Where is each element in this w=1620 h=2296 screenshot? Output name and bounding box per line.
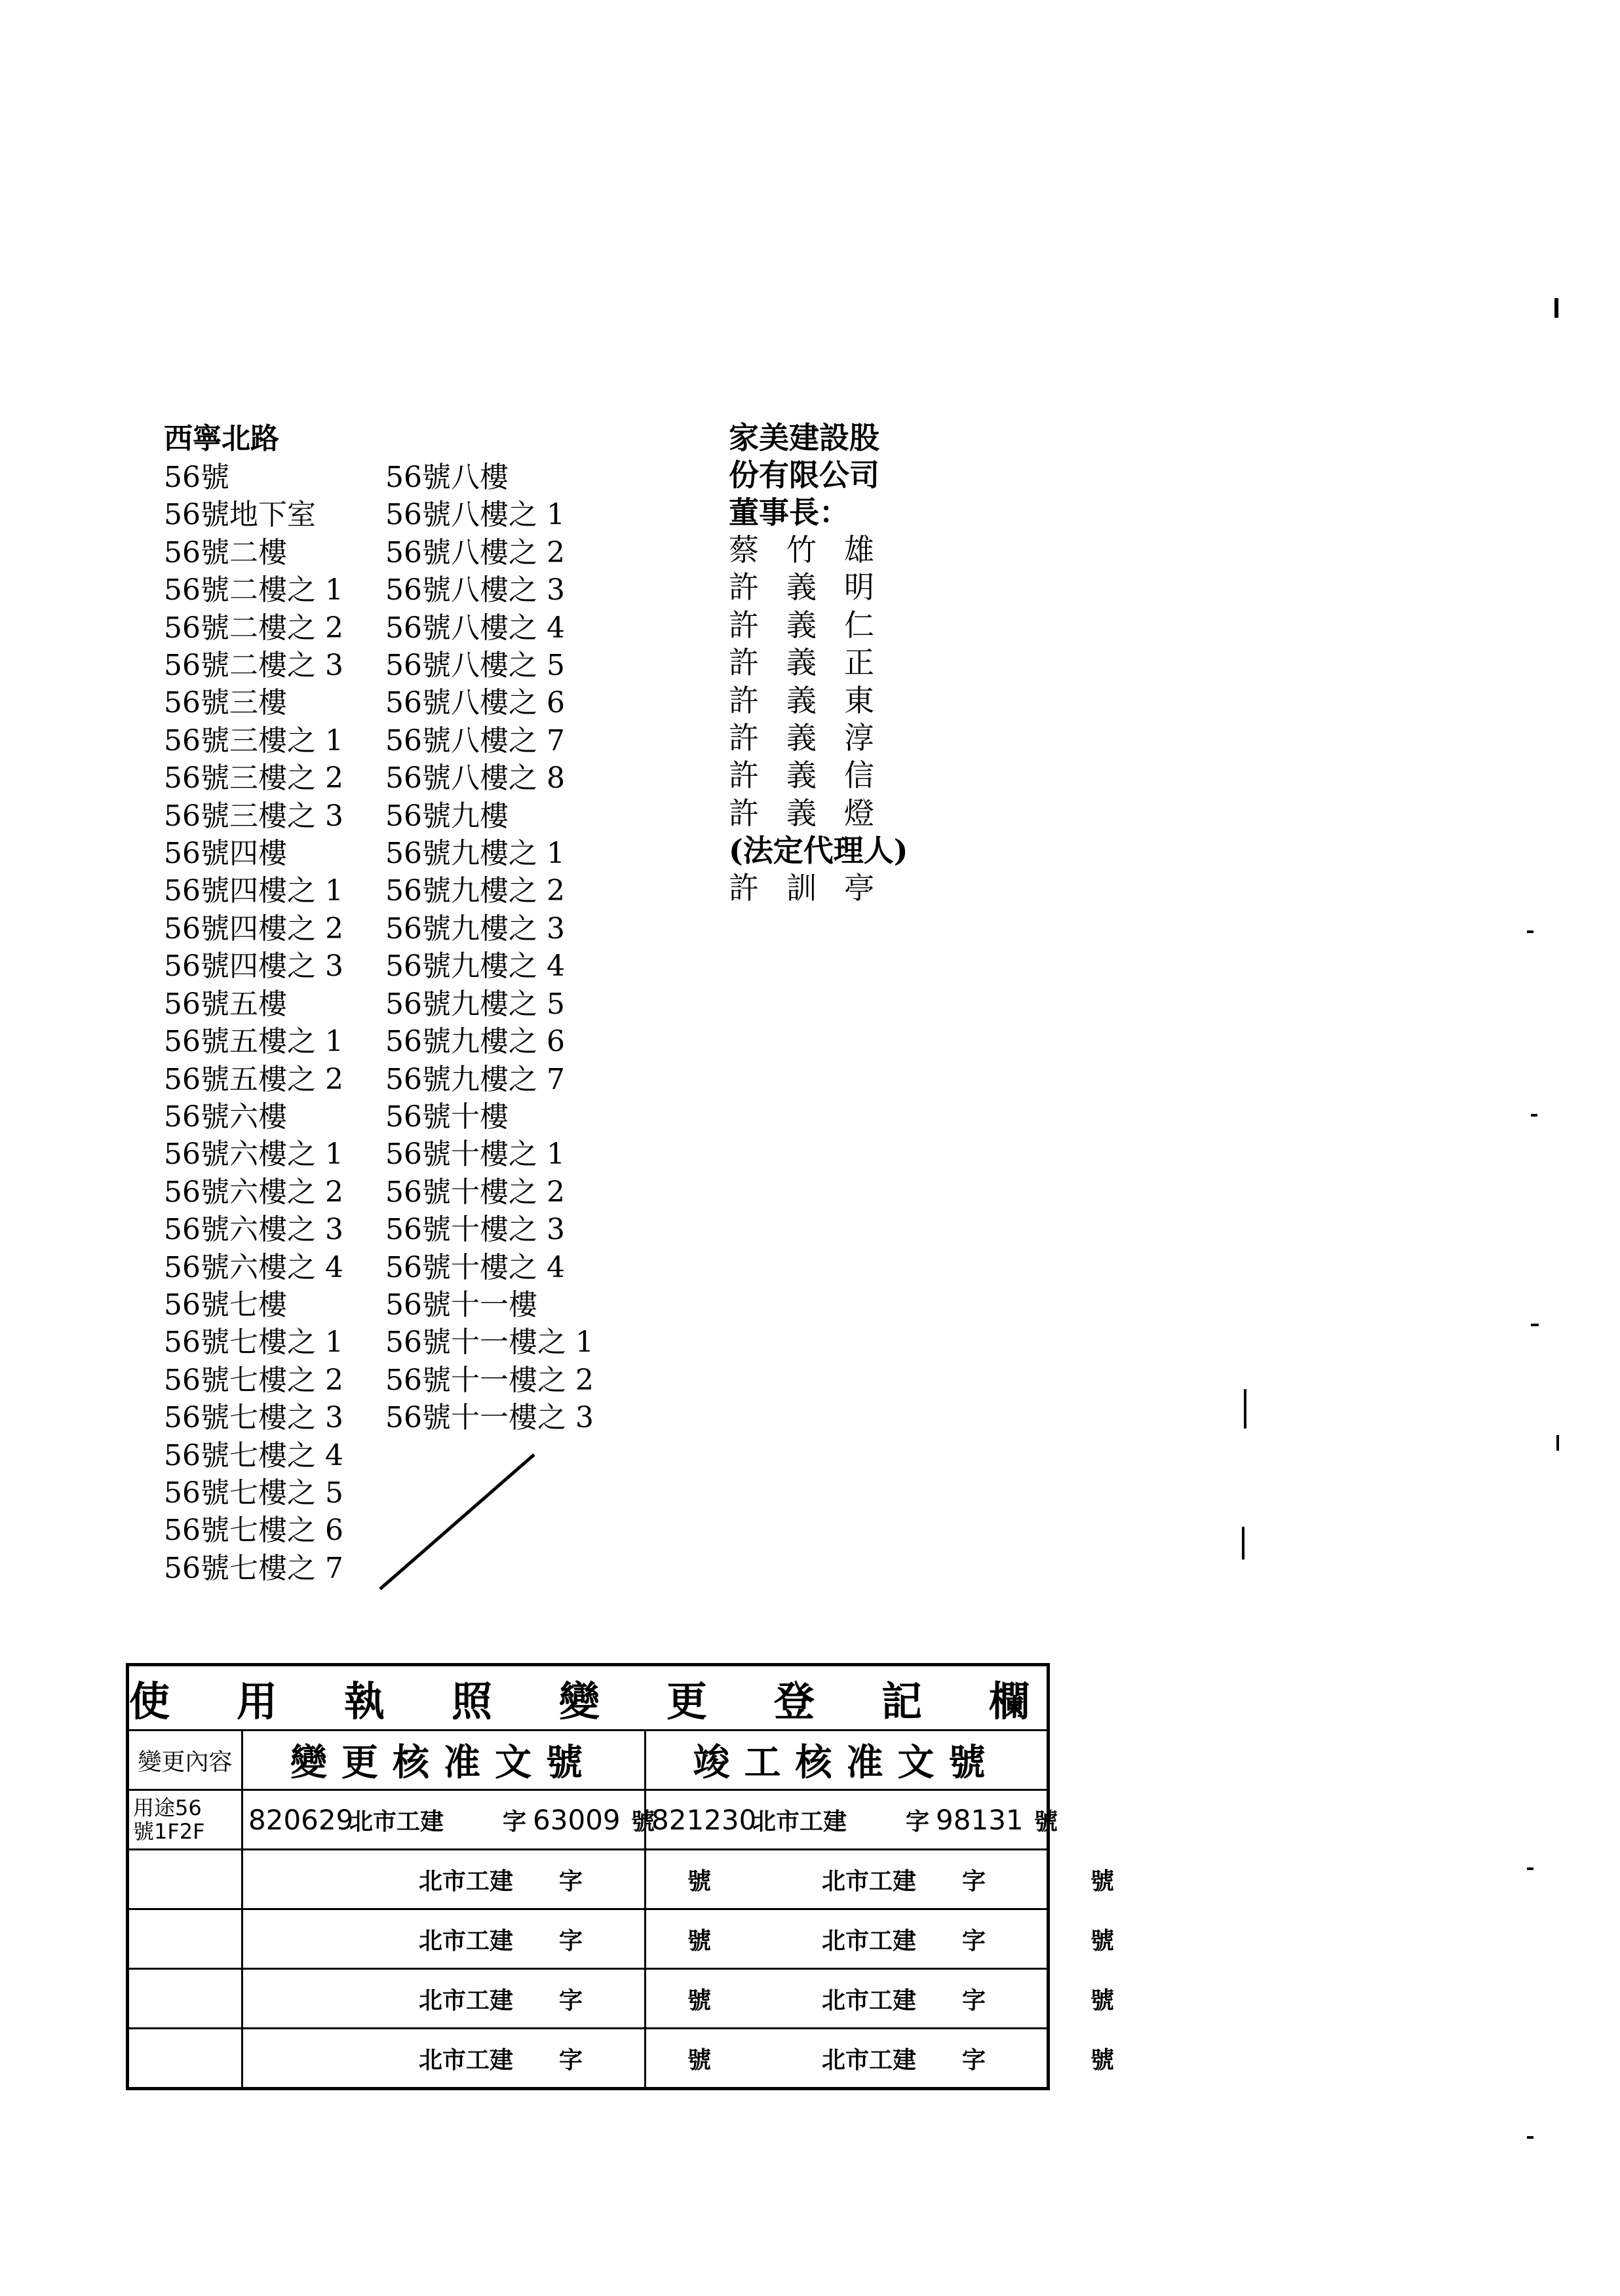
table-row xyxy=(128,1790,1049,1850)
address-item: 56號 xyxy=(164,461,229,494)
change-approval-cell xyxy=(242,1790,655,1850)
street-name: 西寧北路 xyxy=(164,422,279,455)
approval-zi: 字 xyxy=(962,1867,986,1895)
address-item: 56號九樓 xyxy=(385,799,509,833)
address-item: 56號六樓之 4 xyxy=(164,1250,343,1284)
owner-name: 許義燈 xyxy=(729,795,902,831)
approval-zi: 字 xyxy=(906,1807,930,1835)
address-item: 56號八樓之 2 xyxy=(385,535,565,569)
table-row xyxy=(128,1909,1049,1969)
address-item: 56號九樓之 4 xyxy=(385,949,565,984)
address-item: 56號六樓之 1 xyxy=(164,1138,343,1172)
change-content-line: 用途56 xyxy=(133,1795,202,1820)
change-approval-cell xyxy=(242,1969,712,2029)
address-item: 56號五樓 xyxy=(164,987,287,1021)
change-approval-cell xyxy=(242,1850,712,1909)
address-item: 56號十樓之 3 xyxy=(385,1213,565,1247)
approval-zi: 字 xyxy=(503,1807,527,1835)
address-item: 56號十樓之 4 xyxy=(385,1250,565,1284)
approval-entry xyxy=(243,1982,712,2016)
address-item: 56號八樓之 6 xyxy=(385,686,565,720)
approval-org: 北市工建 xyxy=(419,1867,514,1895)
approval-entry xyxy=(243,1863,712,1896)
address-item: 56號四樓之 2 xyxy=(164,911,343,946)
address-item: 56號七樓之 7 xyxy=(164,1551,343,1585)
address-item: 56號八樓之 7 xyxy=(385,723,565,757)
approval-hao: 號 xyxy=(687,1926,712,1955)
address-item: 56號八樓 xyxy=(385,461,509,494)
address-item: 56號四樓之 1 xyxy=(164,874,343,908)
address-item: 56號九樓之 2 xyxy=(385,874,565,908)
table-body xyxy=(128,1790,1115,2089)
approval-org: 北市工建 xyxy=(349,1807,444,1835)
approval-zi: 字 xyxy=(559,2046,583,2074)
owner-names xyxy=(729,531,925,832)
approval-hao: 號 xyxy=(1034,1807,1058,1835)
header-completion-approval-no: 竣工核准文號 xyxy=(646,1731,1049,1790)
approval-entry xyxy=(243,1923,712,1956)
owner-block xyxy=(729,419,925,908)
approval-hao: 號 xyxy=(631,1807,655,1835)
address-item: 56號七樓之 6 xyxy=(164,1514,343,1548)
approval-hao: 號 xyxy=(1090,1986,1115,2014)
scan-mark xyxy=(1531,1114,1537,1117)
address-item: 56號八樓之 1 xyxy=(385,498,565,532)
approval-org: 北市工建 xyxy=(822,2046,917,2074)
address-column-left xyxy=(164,419,343,1587)
approval-date: 821230 xyxy=(651,1803,757,1836)
scan-mark xyxy=(1242,1527,1244,1559)
address-item: 56號地下室 xyxy=(164,498,316,532)
address-item: 56號六樓之 2 xyxy=(164,1175,343,1209)
owner-name: 許義明 xyxy=(729,569,902,605)
approval-zi: 字 xyxy=(559,1986,583,2014)
approval-entry xyxy=(243,2042,712,2075)
legal-rep-name: 許訓亭 xyxy=(729,870,902,906)
change-content-cell xyxy=(128,1790,242,1850)
approval-org: 北市工建 xyxy=(419,1926,514,1955)
approval-number: 63009 xyxy=(533,1803,621,1836)
address-item: 56號三樓之 3 xyxy=(164,799,343,833)
owner-name: 許義東 xyxy=(729,682,902,718)
approval-org: 北市工建 xyxy=(822,1986,917,2014)
license-change-table xyxy=(126,1663,1115,2090)
scan-mark xyxy=(1556,1435,1559,1451)
address-item: 56號二樓之 3 xyxy=(164,649,343,683)
address-item: 56號五樓之 2 xyxy=(164,1062,343,1096)
address-item: 56號八樓之 4 xyxy=(385,611,565,645)
address-item: 56號三樓之 2 xyxy=(164,761,343,795)
change-content-cell xyxy=(128,1909,242,1969)
scan-mark xyxy=(1531,1324,1539,1326)
approval-org: 北市工建 xyxy=(419,1986,514,2014)
address-item: 56號七樓之 5 xyxy=(164,1476,343,1510)
company-name-line2: 份有限公司 xyxy=(729,457,879,493)
change-content-cell xyxy=(128,1850,242,1909)
address-list-left xyxy=(164,459,343,1587)
address-item: 56號十樓之 1 xyxy=(385,1138,565,1172)
address-item: 56號十一樓之 3 xyxy=(385,1401,594,1435)
approval-hao: 號 xyxy=(687,1867,712,1895)
table-title: 使用執照變更登記欄 xyxy=(128,1665,1049,1731)
approval-zi: 字 xyxy=(559,1867,583,1895)
table-row xyxy=(128,2029,1049,2089)
change-content-line: 號1F2F xyxy=(133,1819,205,1844)
address-item: 56號八樓之 5 xyxy=(385,649,565,683)
header-change-content: 變更內容 xyxy=(128,1731,242,1790)
approval-zi: 字 xyxy=(962,1986,986,2014)
address-item: 56號四樓 xyxy=(164,837,287,871)
address-item: 56號三樓 xyxy=(164,686,287,720)
approval-entry xyxy=(243,1803,655,1837)
approval-org: 北市工建 xyxy=(822,1926,917,1955)
approval-hao: 號 xyxy=(687,1986,712,2014)
address-item: 56號七樓 xyxy=(164,1288,287,1322)
address-item: 56號二樓 xyxy=(164,535,287,569)
address-item: 56號九樓之 6 xyxy=(385,1025,565,1059)
change-approval-cell xyxy=(242,2029,712,2089)
address-item: 56號十一樓 xyxy=(385,1288,537,1322)
chairman-label: 董事長： xyxy=(729,495,849,530)
table-row xyxy=(128,1850,1049,1909)
scan-mark xyxy=(1527,930,1533,933)
address-column-right xyxy=(385,459,594,1437)
scan-mark xyxy=(1244,1389,1246,1428)
scan-mark xyxy=(1527,2136,1533,2139)
approval-zi: 字 xyxy=(962,2046,986,2074)
address-item: 56號二樓之 1 xyxy=(164,573,343,607)
header-change-approval-no: 變更核准文號 xyxy=(242,1731,646,1790)
approval-org: 北市工建 xyxy=(419,2046,514,2074)
address-item: 56號八樓之 3 xyxy=(385,573,565,607)
address-item: 56號七樓之 2 xyxy=(164,1363,343,1397)
owner-name: 蔡竹雄 xyxy=(729,532,902,567)
address-item: 56號八樓之 8 xyxy=(385,761,565,795)
address-item: 56號七樓之 3 xyxy=(164,1401,343,1435)
scan-mark xyxy=(1527,1867,1533,1870)
address-item: 56號六樓之 3 xyxy=(164,1213,343,1247)
address-item: 56號三樓之 1 xyxy=(164,723,343,757)
approval-date: 820629 xyxy=(248,1803,354,1836)
scan-mark xyxy=(1554,298,1558,318)
completion-approval-cell xyxy=(646,1790,1058,1850)
address-item: 56號九樓之 5 xyxy=(385,987,565,1021)
address-item: 56號七樓之 1 xyxy=(164,1326,343,1360)
address-item: 56號十一樓之 1 xyxy=(385,1326,594,1360)
legal-rep-label: (法定代理人) xyxy=(729,833,908,869)
approval-number: 98131 xyxy=(936,1803,1024,1836)
approval-zi: 字 xyxy=(559,1926,583,1955)
change-content-cell xyxy=(128,1969,242,2029)
pen-stroke xyxy=(367,1442,550,1599)
address-list-right xyxy=(385,459,594,1437)
approval-org: 北市工建 xyxy=(822,1867,917,1895)
change-content-cell xyxy=(128,2029,242,2089)
address-item: 56號四樓之 3 xyxy=(164,949,343,984)
address-item: 56號十樓 xyxy=(385,1100,509,1134)
approval-entry xyxy=(646,1803,1058,1837)
address-item: 56號十樓之 2 xyxy=(385,1175,565,1209)
address-item: 56號九樓之 7 xyxy=(385,1062,565,1096)
change-approval-cell xyxy=(242,1909,712,1969)
company-name-line1: 家美建設股 xyxy=(729,420,879,455)
approval-zi: 字 xyxy=(962,1926,986,1955)
approval-hao: 號 xyxy=(687,2046,712,2074)
approval-hao: 號 xyxy=(1090,1867,1115,1895)
owner-name: 許義仁 xyxy=(729,607,902,643)
table-row xyxy=(128,1969,1049,2029)
approval-org: 北市工建 xyxy=(752,1807,847,1835)
address-item: 56號十一樓之 2 xyxy=(385,1363,594,1397)
address-item: 56號六樓 xyxy=(164,1100,287,1134)
address-item: 56號五樓之 1 xyxy=(164,1025,343,1059)
approval-hao: 號 xyxy=(1090,1926,1115,1955)
address-item: 56號七樓之 4 xyxy=(164,1438,343,1472)
address-item: 56號二樓之 2 xyxy=(164,611,343,645)
owner-name: 許義正 xyxy=(729,645,902,681)
address-item: 56號九樓之 1 xyxy=(385,837,565,871)
owner-name: 許義淳 xyxy=(729,720,902,756)
approval-hao: 號 xyxy=(1090,2046,1115,2074)
address-item: 56號九樓之 3 xyxy=(385,911,565,946)
owner-name: 許義信 xyxy=(729,757,902,794)
